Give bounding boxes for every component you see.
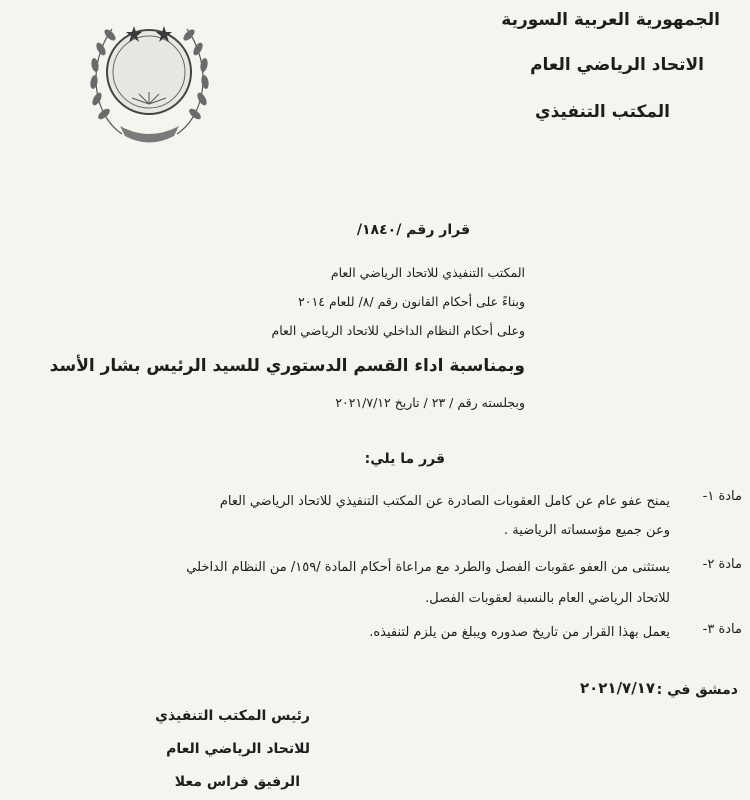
signatory-name: الرفيق فراس معلا: [174, 774, 300, 790]
organization-name: الاتحاد الرياضي العام: [530, 55, 704, 75]
article-1-line-2: وعن جميع مؤسساته الرياضية .: [504, 523, 670, 538]
article-2-line-2: للاتحاد الرياضي العام بالنسبة لعقوبات الفصل.: [425, 591, 670, 606]
signatory-org: للاتحاد الرياضي العام: [166, 741, 310, 757]
emblem-icon: [82, 4, 217, 144]
preamble-line-1: المكتب التنفيذي للاتحاد الرياضي العام: [330, 265, 525, 280]
country-name: الجمهورية العربية السورية: [501, 10, 720, 30]
article-3-line-1: يعمل بهذا القرار من تاريخ صدوره ويبلغ من يلزم لتنفيذه.: [369, 625, 670, 640]
preamble-line-2: وبناءً على أحكام القانون رقم /٨/ للعام ٢٠١٤: [298, 294, 525, 309]
article-1-line-1: يمنح عفو عام عن كامل العقوبات الصادرة عن المكتب التنفيذي للاتحاد الرياضي العام: [219, 494, 670, 509]
article-1-label: مادة ١-: [702, 489, 742, 504]
signatory-title: رئيس المكتب التنفيذي: [155, 708, 310, 724]
occasion-line: وبمناسبة اداء القسم الدستوري للسيد الرئيس بشار الأسد: [49, 356, 525, 376]
preamble-line-3: وعلى أحكام النظام الداخلي للاتحاد الرياضي العام: [271, 323, 525, 338]
session-line: وبجلسته رقم / ٢٣ / تاريخ ٢٠٢١/٧/١٢: [335, 395, 525, 410]
article-2-line-1: يستثنى من العفو عقوبات الفصل والطرد مع مراعاة أحكام المادة /١٥٩/ من النظام الداخلي: [186, 560, 670, 575]
issue-date: ٢٠٢١/٧/١٧: [579, 679, 655, 697]
decides-heading: قرر ما يلي:: [364, 451, 445, 467]
office-name: المكتب التنفيذي: [534, 102, 670, 122]
article-2-label: مادة ٢-: [702, 557, 742, 572]
decision-number: قرار رقم /١٨٤٠/: [356, 222, 470, 238]
federation-logo: [82, 4, 217, 144]
article-3-label: مادة ٣-: [702, 622, 742, 637]
place-date-label: دمشق في :: [656, 682, 738, 698]
